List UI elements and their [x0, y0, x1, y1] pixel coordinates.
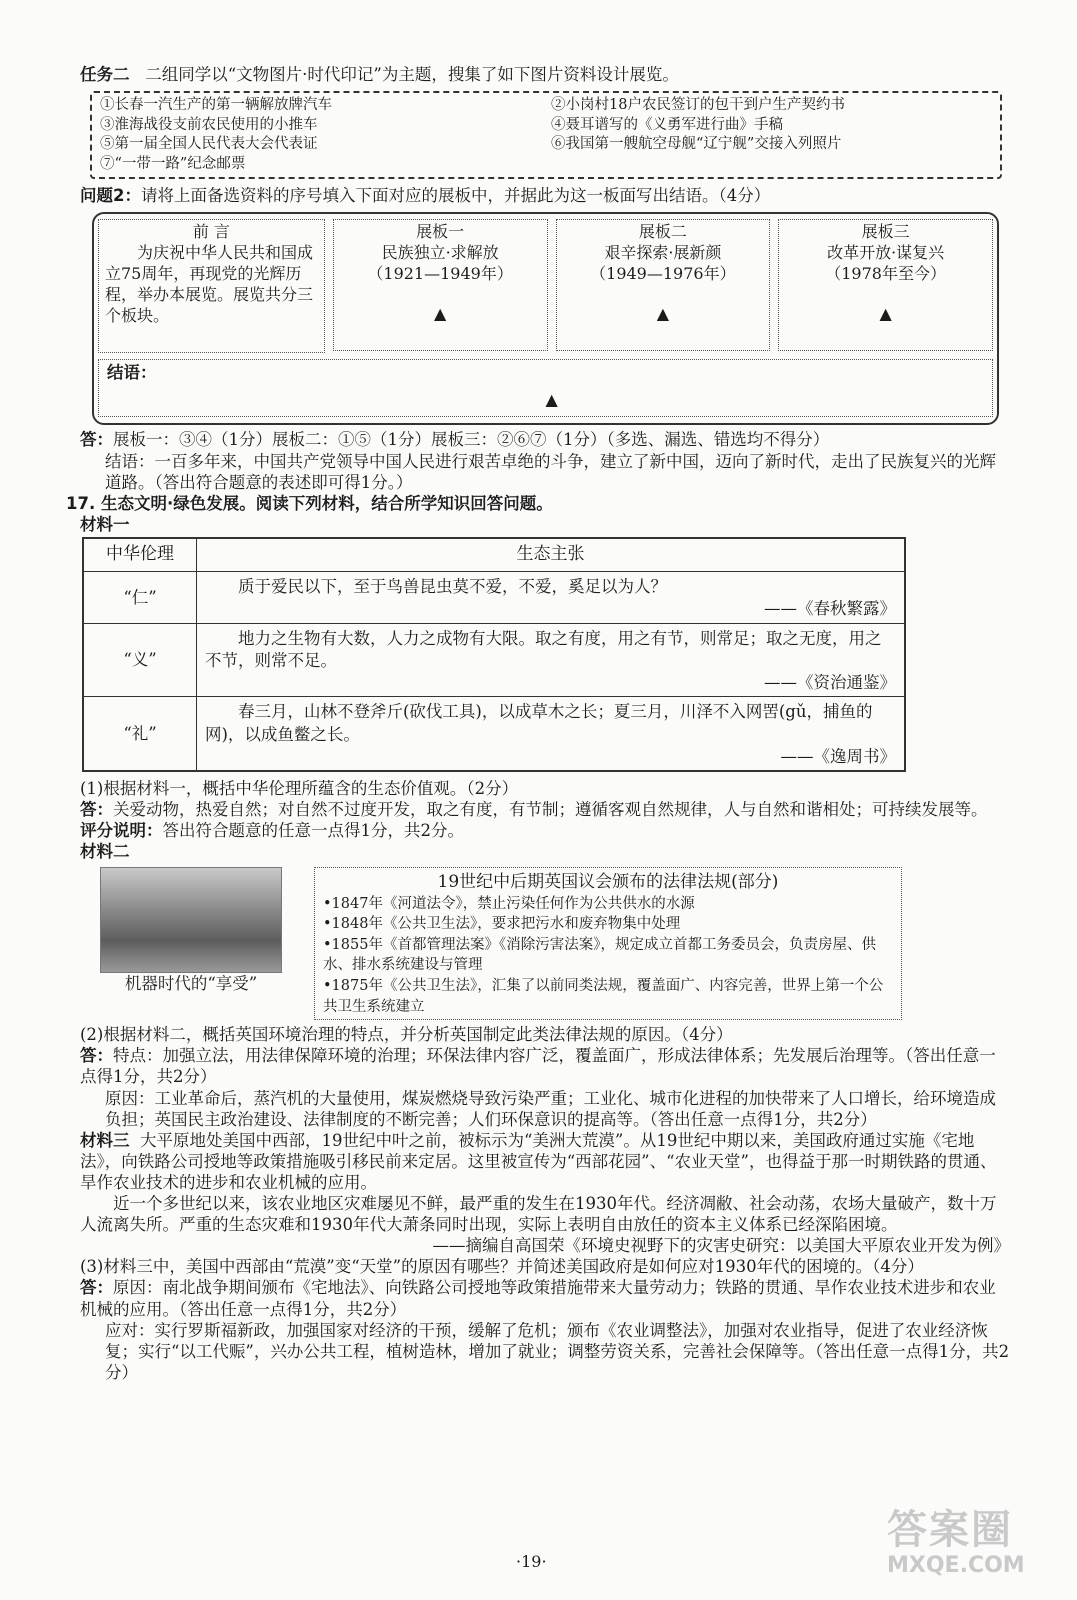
table-row	[83, 623, 905, 697]
material-item: ②小岗村18户农民签订的包干到户生产契约书	[551, 97, 845, 114]
answer-1	[80, 799, 1010, 820]
ethics-table	[82, 537, 906, 772]
answer-q2-line1: 展板一：③④（1分）展板二：①⑤（1分）展板三：②⑥⑦（1分）（多选、漏选、错选均不得分）	[113, 430, 830, 450]
ethics-key: “仁”	[83, 572, 197, 624]
material-item: ④聂耳谱写的《义勇军进行曲》手稿	[551, 116, 783, 133]
task2-intro: 二组同学以“文物图片·时代印记”为主题，搜集了如下图片资料设计展览。	[145, 65, 679, 84]
ethics-source: ——《资治通鉴》	[764, 673, 896, 693]
material-3-para1: 大平原地处美国中西部，19世纪中叶之前，被标示为“美洲大荒漠”。从19世纪中期以来，美国政府通过实施《宅地法》，向铁路公司授地等政策措施吸引移民前来定居。这里被宣传为“西部花园”、“农业天堂”，也得益于那一时期铁路的贯通、旱作农业技术的进步和农业机械的应用。	[80, 1130, 997, 1192]
panel-years: （1921—1949年）	[367, 264, 513, 284]
answer-q2	[80, 429, 1010, 450]
material-2	[80, 867, 1010, 1021]
answer-2	[80, 1045, 1010, 1087]
answer-2-reasons: 原因：工业革命后，蒸汽机的大量使用，煤炭燃烧导致污染严重；工业化、城市化进程的加快带来了人口增长，给环境造成负担；英国民主政治建设、法律制度的不断完善；人们环保意识的提高等。（答出任意一点得1分，共2分）	[105, 1088, 996, 1129]
triangle-icon: ▲	[433, 303, 447, 323]
conclusion-panel	[98, 359, 993, 417]
task2-heading	[80, 64, 1010, 85]
board-panel-1	[333, 219, 548, 351]
scoring-note	[80, 820, 1010, 841]
preface-title: 前 言	[192, 222, 230, 242]
sub-question-1: (1)根据材料一，概括中华伦理所蕴含的生态价值观。（2分）	[80, 779, 519, 799]
answer-2-traits: 特点：加强立法，用法律保障环境的治理；环保法律内容广泛，覆盖面广，形成法律体系；先发展后治理等。（答出任意一点得1分，共2分）	[80, 1046, 996, 1087]
answer-label: 答：	[80, 1278, 113, 1298]
question-17-title: 17. 生态文明·绿色发展。阅读下列材料，结合所学知识回答问题。	[66, 493, 553, 513]
material-1-label: 材料一	[80, 514, 130, 534]
triangle-icon: ▲	[879, 303, 892, 323]
ethics-key: “义”	[83, 623, 197, 697]
ethics-source: ——《逸周书》	[780, 746, 896, 766]
watermark-logo: 答案圈	[887, 1507, 1013, 1553]
answer-3	[80, 1277, 1010, 1319]
photo-caption: 机器时代的“享受”	[124, 973, 258, 993]
laws-box	[314, 867, 902, 1021]
laws-title: 19世纪中后期英国议会颁布的法律法规(部分)	[437, 871, 779, 892]
ethics-value: 地力之生物有大数，人力之成物有大限。取之有度，用之有节，则常足；取之无度，用之不节，则常不足。	[205, 628, 882, 670]
photo-image	[100, 867, 282, 973]
question-2	[80, 185, 1010, 206]
material-item: ③淮海战役支前农民使用的小推车	[100, 116, 318, 133]
law-item: •1855年《首都管理法案》《消除污害法案》，规定成立首都工务委员会，负责房屋、供水、排水系统建设与管理	[323, 936, 876, 974]
scoring-label: 评分说明：	[80, 821, 163, 841]
ethics-key: “礼”	[83, 697, 197, 771]
panel-title: 展板一	[416, 222, 465, 242]
answer-3-reasons: 原因：南北战争期间颁布《宅地法》、向铁路公司授地等政策措施带来大量劳动力；铁路的贯通、旱作农业技术进步和农业机械的应用。（答出任意一点得1分，共2分）	[80, 1278, 996, 1319]
watermark	[887, 1505, 1077, 1600]
panel-theme: 民族独立·求解放	[381, 243, 499, 263]
preface-panel	[98, 219, 325, 353]
page-number: ·19·	[516, 1552, 547, 1571]
scoring-text: 答出符合题意的任意一点得1分，共2分。	[162, 821, 464, 841]
panel-title: 展板二	[638, 222, 687, 242]
material-2-label: 材料二	[80, 842, 130, 862]
answer-label: 答：	[80, 430, 113, 450]
answer-label: 答：	[80, 800, 113, 820]
answer-1-text: 关爱动物，热爱自然；对自然不过度开发，取之有度，有节制；遵循客观自然规律，人与自然和谐相处；可持续发展等。	[113, 800, 988, 820]
panel-years: （1949—1976年）	[590, 264, 736, 284]
panel-theme: 艰辛探索·展新颜	[604, 243, 722, 263]
material-item: ⑦“一带一路”纪念邮票	[100, 155, 246, 172]
table-header: 中华伦理	[83, 538, 197, 572]
exhibit-materials-box	[90, 91, 1002, 179]
answer-label: 答：	[80, 1046, 113, 1066]
ethics-source: ——《春秋繁露》	[764, 599, 896, 619]
material-3	[80, 1130, 1010, 1193]
material-item: ①长春一汽生产的第一辆解放牌汽车	[100, 97, 332, 114]
material-3-para2: 近一个多世纪以来，该农业地区灾难屡见不鲜，最严重的发生在1930年代。经济凋敝、社会动荡，农场大量破产，数十万人流离失所。严重的生态灾难和1930年代大萧条同时出现，实际上表明自由放任的资本主义体系已经深陷困境。	[80, 1194, 997, 1235]
table-header: 生态主张	[197, 538, 906, 572]
question-2-label: 问题2：	[80, 186, 141, 206]
law-item: •1848年《公共卫生法》，要求把污水和废弃物集中处理	[323, 916, 681, 933]
table-row	[83, 572, 905, 624]
material-item: ⑤第一届全国人民代表大会代表证	[100, 136, 318, 153]
law-item: •1875年《公共卫生法》，汇集了以前同类法规，覆盖面广、内容完善，世界上第一个公共卫生系统建立	[323, 978, 884, 1015]
preface-text: 为庆祝中华人民共和国成立75周年，再现党的光辉历程，举办本展览。展览共分三个板块。	[105, 243, 314, 325]
answer-3-response: 应对：实行罗斯福新政，加强国家对经济的干预，缓解了危机；颁布《农业调整法》，加强对农业指导，促进了农业经济恢复；实行“以工代赈”，兴办公共工程，植树造林，增加了就业；调整劳资关系，完善社会保障等。（答出任意一点得1分，共2分）	[105, 1320, 1010, 1382]
board-panel-3	[778, 219, 993, 351]
triangle-icon: ▲	[656, 303, 670, 323]
exhibition-board	[92, 212, 999, 425]
panel-title: 展板三	[861, 222, 910, 242]
material-3-label: 材料三	[80, 1130, 130, 1150]
sub-question-2: (2)根据材料二，概括英国环境治理的特点，并分析英国制定此类法律法规的原因。（4分）	[80, 1025, 733, 1045]
material-item: ⑥我国第一艘航空母舰“辽宁舰”交接入列照片	[551, 136, 842, 153]
page-content	[66, 64, 1010, 1383]
ethics-value: 春三月，山林不登斧斤(砍伐工具)，以成草木之长；夏三月，川泽不入网罟(gǔ，捕鱼的网)，以成鱼鳖之长。	[205, 702, 873, 744]
table-row	[83, 697, 905, 771]
material-3-source: ——摘编自高国荣《环境史视野下的灾害史研究：以美国大平原农业开发为例》	[432, 1236, 1010, 1256]
triangle-icon: ▲	[545, 390, 558, 409]
panel-years: （1978年至今）	[825, 264, 946, 284]
answer-q2-line2: 结语：一百多年来，中国共产党领导中国人民进行艰苦卓绝的斗争，建立了新中国，迈向了新时代，走出了民族复兴的光辉道路。（答出符合题意的表述即可得1分。）	[105, 451, 996, 492]
conclusion-label: 结语：	[107, 363, 157, 383]
question-2-text: 请将上面备选资料的序号填入下面对应的展板中，并据此为这一板面写出结语。（4分）	[140, 186, 771, 206]
ethics-value: 质于爱民以下，至于鸟兽昆虫莫不爱，不爱，奚足以为人？	[238, 577, 667, 597]
law-item: •1847年《河道法令》，禁止污染任何作为公共供水的水源	[323, 895, 695, 912]
sub-question-3: (3)材料三中，美国中西部由“荒漠”变“天堂”的原因有哪些？并简述美国政府是如何应对1930年代的困境的。（4分）	[80, 1257, 924, 1277]
board-panel-2	[556, 219, 771, 351]
panel-theme: 改革开放·谋复兴	[827, 243, 945, 263]
watermark-site: MXQE.COM	[887, 1553, 1025, 1579]
task2-title: 任务二	[80, 65, 130, 84]
machine-age-photo	[80, 867, 302, 999]
